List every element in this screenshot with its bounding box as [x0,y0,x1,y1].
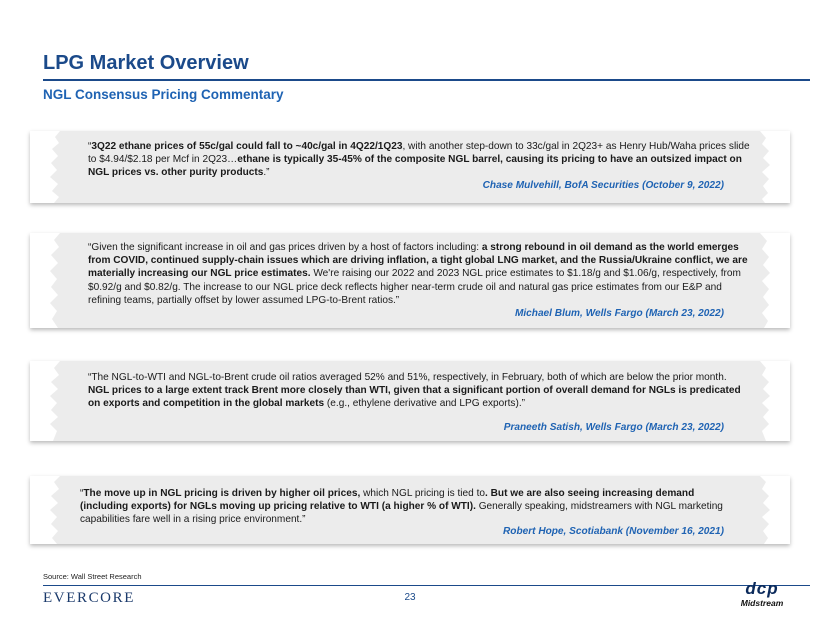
evercore-logo: EVERCORE [43,590,135,606]
quote-segment: which NGL pricing is tied to [360,488,485,499]
quote-box [30,233,790,328]
torn-edge-left [30,361,60,441]
quote-text [88,371,750,411]
quote-attribution: Chase Mulvehill, BofA Securities (October 9, 2022) [482,180,724,191]
quote-attribution: Robert Hope, Scotiabank (November 16, 2021) [502,526,724,537]
quote-segment: We're raising our 2022 and 2023 NGL price estimates to $1.18/g and $1.06/g, respectively, from $0.92/g and $0.82/g. The increase to our NGL price deck reflects higher near-term crude oil and natural gas price estimates from our E&P and refining teams, partially offset by lower assumed LPG-to-Brent ratios.” [88,268,741,306]
quote-segment: Generally speaking, midstreamers with NGL marketing capabilities fare well in a rising price environment.” [80,501,723,526]
title-divider [43,79,810,81]
quote-emphasis: a strong rebound in oil demand as the world emerges from COVID, continued supply-chain issues which are driving inflation, a tight global LNG market, and the Russia/Ukraine conflict, we are materially increasing our NGL price estimates. [88,242,748,280]
quote-box [30,476,790,544]
quote-segment: “Given the significant increase in oil and gas prices driven by a host of factors including: [88,242,482,253]
quote-text [80,487,742,527]
torn-edge-left [30,131,60,203]
quote-segment: “ [80,488,84,499]
torn-edge-right [760,361,790,441]
quote-segment: “ [88,141,92,152]
torn-edge-left [30,233,60,328]
quote-emphasis: ethane is typically 35-45% of the composite NGL barrel, causing its pricing to have an outsized impact on NGL prices vs. other purity products [88,154,742,179]
torn-edge-right [760,476,790,544]
torn-edge-right [760,131,790,203]
dcp-midstream-logo [738,580,786,616]
quote-segment: (e.g., ethylene derivative and LPG exports).” [324,398,525,410]
quote-attribution: Michael Blum, Wells Fargo (March 23, 2022) [514,308,724,319]
torn-edge-left [30,476,60,544]
page-title: LPG Market Overview [43,52,249,74]
dcp-logo-mark: dcp [745,579,779,598]
page-subtitle: NGL Consensus Pricing Commentary [43,87,284,102]
source-note: Source: Wall Street Research [43,572,142,581]
quote-box [30,131,790,203]
quote-text [88,241,750,307]
quote-segment: .” [263,167,270,179]
quote-emphasis: . But we are also seeing increasing demand (including exports) for NGLs moving up pricing relative to WTI (a higher % of WTI). [80,488,695,513]
footer-divider [43,585,810,586]
page-number: 23 [404,592,416,603]
quote-segment: , with another step-down to 33c/gal in 2Q23+ as Henry Hub/Waha prices slide to $4.94/$2.18 per Mcf in 2Q23… [88,141,750,166]
quote-box [30,361,790,441]
quote-emphasis: NGL prices to a large extent track Brent more closely than WTI, given that a significant portion of overall demand for NGLs is predicated on exports and competition in the global markets [88,385,741,410]
dcp-logo-subtitle: Midstream [740,598,784,608]
quote-emphasis: The move up in NGL pricing is driven by higher oil prices, [83,488,361,499]
torn-edge-right [760,233,790,328]
quote-emphasis: 3Q22 ethane prices of 55c/gal could fall to ~40c/gal in 4Q22/1Q23 [91,141,403,152]
quote-text [88,140,750,180]
quote-segment: “The NGL-to-WTI and NGL-to-Brent crude oil ratios averaged 52% and 51%, respectively, in February, both of which are below the prior month. [88,372,727,383]
quote-attribution: Praneeth Satish, Wells Fargo (March 23, 2022) [503,422,724,433]
